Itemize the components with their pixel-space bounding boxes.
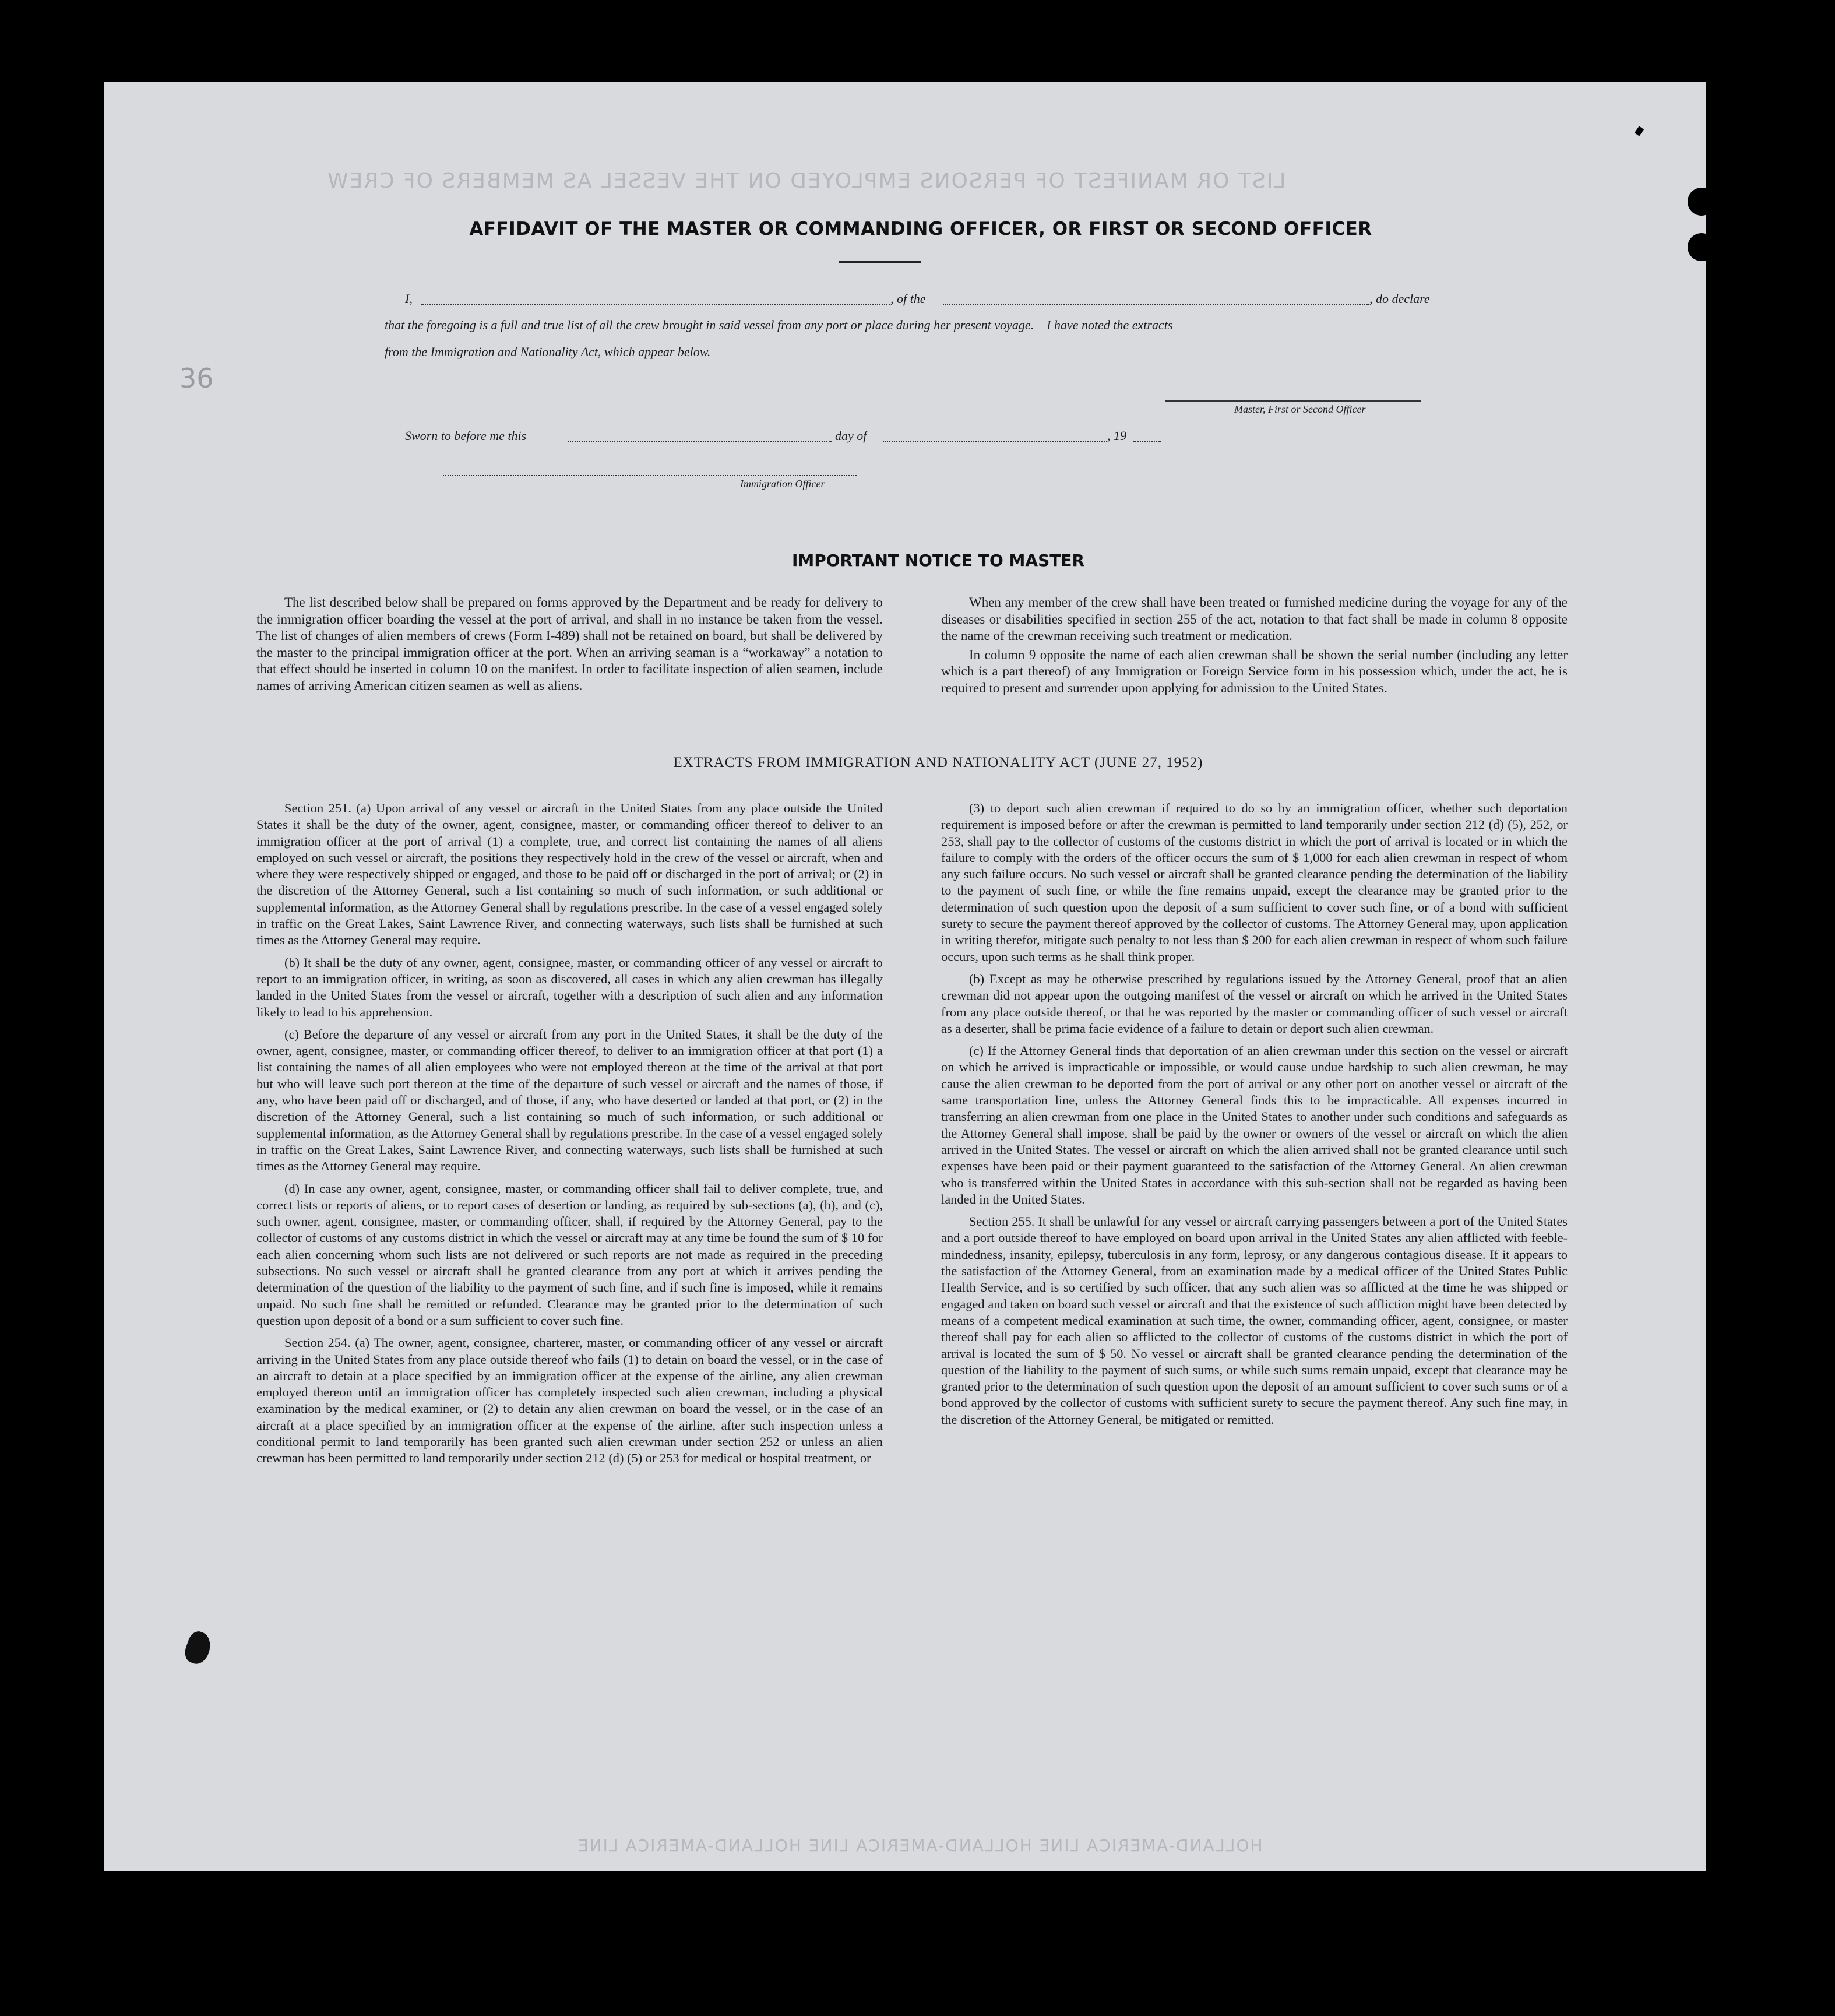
immigration-officer-line[interactable] <box>443 475 857 476</box>
extracts-left-column <box>256 800 883 1473</box>
section-254a: Section 254. (a) The owner, agent, consignee, charterer, master, or commanding officer of any vessel or aircraft arriving in the United States from any place outside thereof who fails (1) to detain on board the vessel, or in the case of an aircraft to detain at a place specified by an immigration officer at the expense of the airline, any alien crewman employed thereon until an immigration officer has completely inspected such alien crewman, including a physical examination by the medical examiner, or (2) to detain any alien crewman on board the vessel, or in the case of an aircraft at a place specified by an immigration officer at the expense of the airline, after such inspection unless a conditional permit to land temporarily has been granted such alien crewman under section 252 or unless an alien crewman has been permitted to land temporarily under section 212 (d) (5) or 253 for medical or hospital treatment, or <box>256 1335 883 1466</box>
punch-hole-bottom <box>1688 233 1716 261</box>
master-signature-caption: Master, First or Second Officer <box>1234 403 1366 415</box>
master-signature-line[interactable] <box>1165 400 1421 402</box>
section-251c: (c) Before the departure of any vessel or aircraft from any port in the United States, it shall be the duty of the owner, agent, consignee, master, or commanding officer thereof, to deliver to an immigration officer at that port (1) a list containing the names of all alien employees who were not employed thereon at the time of the arrival at that port but who will leave such port thereon at the time of the departure of such vessel or aircraft and the names of those, if any, who have been paid off or discharged, and of those, if any, who have deserted or landed at that port, or (2) in the discretion of the Attorney General, such a list containing so much of such information, or such additional or supplemental information, as the Attorney General shall by regulations prescribe. In the case of a vessel engaged solely in traffic on the Great Lakes, Saint Lawrence River, and connecting waterways, such lists shall be furnished at such times as the Attorney General may require. <box>256 1026 883 1174</box>
notice-right-paragraph-1: When any member of the crew shall have been treated or furnished medicine during the voyage for any of the diseases or disabilities specified in section 255 of the act, notation to that fact shall be made in column 8 opposite the name of the crewman receiving such treatment or medication. <box>941 595 1568 643</box>
section-251a: Section 251. (a) Upon arrival of any vessel or aircraft in the United States from any place outside the United States it shall be the duty of the owner, agent, consignee, master, or commanding officer thereof to deliver to an immigration officer at the port of arrival (1) a complete, true, and correct list containing the names of all aliens employed on such vessel or aircraft, the positions they respectively hold in the crew of the vessel or aircraft, when and where they were respectively shipped or engaged, and those to be paid off or discharged in the port of arrival; or (2) in the discretion of the Attorney General, such a list containing so much of such information, or such additional or supplemental information, as the Attorney General shall by regulations prescribe. In the case of a vessel engaged solely in traffic on the Great Lakes, Saint Lawrence River, and connecting waterways, such lists shall be furnished at such times as the Attorney General may require. <box>256 801 883 948</box>
declaration-line-2: that the foregoing is a full and true list of all the crew brought in said vessel from any port or place during her present voyage. I have noted the extracts <box>385 318 1173 332</box>
sworn-day-field[interactable] <box>568 441 832 442</box>
declaration-line-3: from the Immigration and Nationality Act, which appear below. <box>385 344 711 359</box>
affidavit-title: AFFIDAVIT OF THE MASTER OR COMMANDING OFFICER, OR FIRST OR SECOND OFFICER <box>469 219 1372 240</box>
section-254a-continued: (3) to deport such alien crewman if required to do so by an immigration officer, whether such deportation requirement is imposed before or after the crewman is permitted to land temporarily under section 212 (d) (5), 252, or 253, shall pay to the collector of customs of the customs district in which the port of arrival is located or in which the failure to comply with the orders of the officer occurs the sum of $ 1,000 for each alien crewman in respect of whom any such failure occurs. No such vessel or aircraft shall be granted clearance pending the determination of the liability to the payment of such fine, or while the fine remains unpaid, except the clearance may be granted prior to the determination of such question upon the deposit of a sum sufficient to cover such fine, or of a bond with sufficient surety to secure the payment thereof approved by the collector of customs. The Attorney General may, upon application in writing therefor, mitigate such penalty to not less than $ 200 for each alien crewman in respect of whom such failure occurs, upon such terms as he shall think proper. <box>941 801 1568 964</box>
bleed-through-footer: HOLLAND-AMERICA LINE HOLLAND-AMERICA LINE HOLLAND-AMERICA LINE <box>577 1836 1263 1855</box>
section-255: Section 255. It shall be unlawful for any vessel or aircraft carrying passengers between a port of the United States and a port outside thereof to have employed on board upon arrival in the United States any alien afflicted with feeble-mindedness, insanity, epilepsy, tuberculosis in any form, leprosy, or any dangerous contagious disease. If it appears to the satisfaction of the Attorney General, from an examination made by a medical officer of the United States Public Health Service, and is so certified by such officer, that any such alien was so afflicted at the time he was shipped or engaged and taken on board such vessel or aircraft and that the existence of such affliction might have been detected by means of a competent medical examination at such time, the owner, commanding officer, agent, consignee, or master thereof shall pay for each alien so afflicted to the collector of customs of the customs district in which the port of arrival is located the sum of $ 50. No vessel or aircraft shall be granted clearance pending the determination of the question of the liability to the payment of such sums, or while such sums remain unpaid, except that clearance may be granted prior to the determination of such question upon the deposit of an amount sufficient to cover such sums or of a bond approved by the collector of customs with sufficient surety to secure the payment thereof. Any such fine may, in the discretion of the Attorney General, be mitigated or remitted. <box>941 1214 1568 1427</box>
sworn-year-field[interactable] <box>1133 441 1161 442</box>
day-of-label: day of <box>835 428 867 443</box>
notice-right-paragraph-2: In column 9 opposite the name of each alien crewman shall be shown the serial number (including any letter which is a part thereof) of any Immigration or Foreign Service form in his possession which, under the act, he is required to present and surrender upon applying for admission to the United States. <box>941 647 1568 695</box>
section-251b: (b) It shall be the duty of any owner, agent, consignee, master, or commanding officer of any vessel or aircraft to report to an immigration officer, in writing, as soon as discovered, all cases in which any alien crewman has illegally landed in the United States from the vessel or aircraft, together with a description of such alien and any information likely to lead to his apprehension. <box>256 955 883 1019</box>
declarant-label: I, <box>405 291 413 306</box>
notice-right-column <box>941 594 1568 702</box>
sworn-month-field[interactable] <box>883 441 1107 442</box>
immigration-officer-caption: Immigration Officer <box>740 478 825 490</box>
notice-title: IMPORTANT NOTICE TO MASTER <box>791 551 1085 570</box>
year-prefix-label: , 19 <box>1107 428 1126 443</box>
section-254b: (b) Except as may be otherwise prescribed by regulations issued by the Attorney General, proof that an alien crewman did not appear upon the outgoing manifest of the vessel or aircraft on which he arrived in the United States from any place outside thereof, or that he was reported by the master or commanding officer of such vessel or aircraft as a deserter, shall be prima facie evidence of a failure to detain or deport such alien crewman. <box>941 971 1568 1036</box>
notice-left-column <box>256 594 883 700</box>
notice-left-paragraph: The list described below shall be prepared on forms approved by the Department and be ready for delivery to the immigration officer boarding the vessel at the port of arrival, and shall in no instance be taken from the vessel. The list of changes of alien members of crews (Form I-489) shall not be retained on board, but shall be delivered by the master to the principal immigration officer at the port. When an arriving seaman is a “workaway” a notation to that effect should be inserted in column 10 on the manifest. In order to facilitate inspection of alien seamen, include names of arriving American citizen seamen as well as aliens. <box>256 595 883 693</box>
punch-hole-top <box>1688 188 1716 216</box>
bleed-through-header: LIST OR MANIFEST OF PERSONS EMPLOYED ON THE VESSEL AS MEMBERS OF CREW <box>326 169 1286 193</box>
bleed-through-page-number: 36 <box>179 363 214 394</box>
extracts-title: EXTRACTS FROM IMMIGRATION AND NATIONALITY ACT (JUNE 27, 1952) <box>673 755 1203 770</box>
extracts-right-column <box>941 800 1568 1434</box>
do-declare-label: , do declare <box>1369 291 1430 306</box>
declarant-name-field[interactable] <box>421 304 890 305</box>
vessel-name-field[interactable] <box>943 304 1369 305</box>
section-251d: (d) In case any owner, agent, consignee, master, or commanding officer shall fail to deliver complete, true, and correct lists or reports of aliens, or to report cases of desertion or landing, as required by sub-sections (a), (b), and (c), such owner, agent, consignee, master, or commanding officer, shall, if required by the Attorney General, pay to the collector of customs of any customs district in which the vessel or aircraft may at any time be found the sum of $ 10 for each alien concerning whom such lists are not delivered or such reports are not made as required in the preceding subsections. No such vessel or aircraft shall be granted clearance from any port at which it arrives pending the determination of the question of the liability to the payment of such fine, and if such fine is imposed, while it remains unpaid. No such fine shall be remitted or refunded. Clearance may be granted prior to the determination of such question upon deposit of a bond or a sum sufficient to cover such fine. <box>256 1181 883 1328</box>
sworn-label: Sworn to before me this <box>405 428 527 443</box>
title-rule <box>839 261 921 263</box>
of-the-label: , of the <box>890 291 926 306</box>
section-254c: (c) If the Attorney General finds that deportation of an alien crewman under this section on the vessel or aircraft on which he arrived is impracticable or impossible, or would cause undue hardship to such alien crewman, he may cause the alien crewman to be deported from the port of arrival or any other port on another vessel or aircraft of the same transportation line, unless the Attorney General finds this to be impracticable. All expenses incurred in transferring an alien crewman from one place in the United States to another under such conditions and safeguards as the Attorney General shall impose, shall be paid by the owner or owners of the vessel or aircraft on which the alien arrived in the United States. The vessel or aircraft on which the alien arrived shall not be granted clearance until such expenses have been paid or their payment guaranteed to the satisfaction of the Attorney General. An alien crewman who is transferred within the United States in accordance with this sub-section shall not be regarded as having been landed in the United States. <box>941 1043 1568 1206</box>
